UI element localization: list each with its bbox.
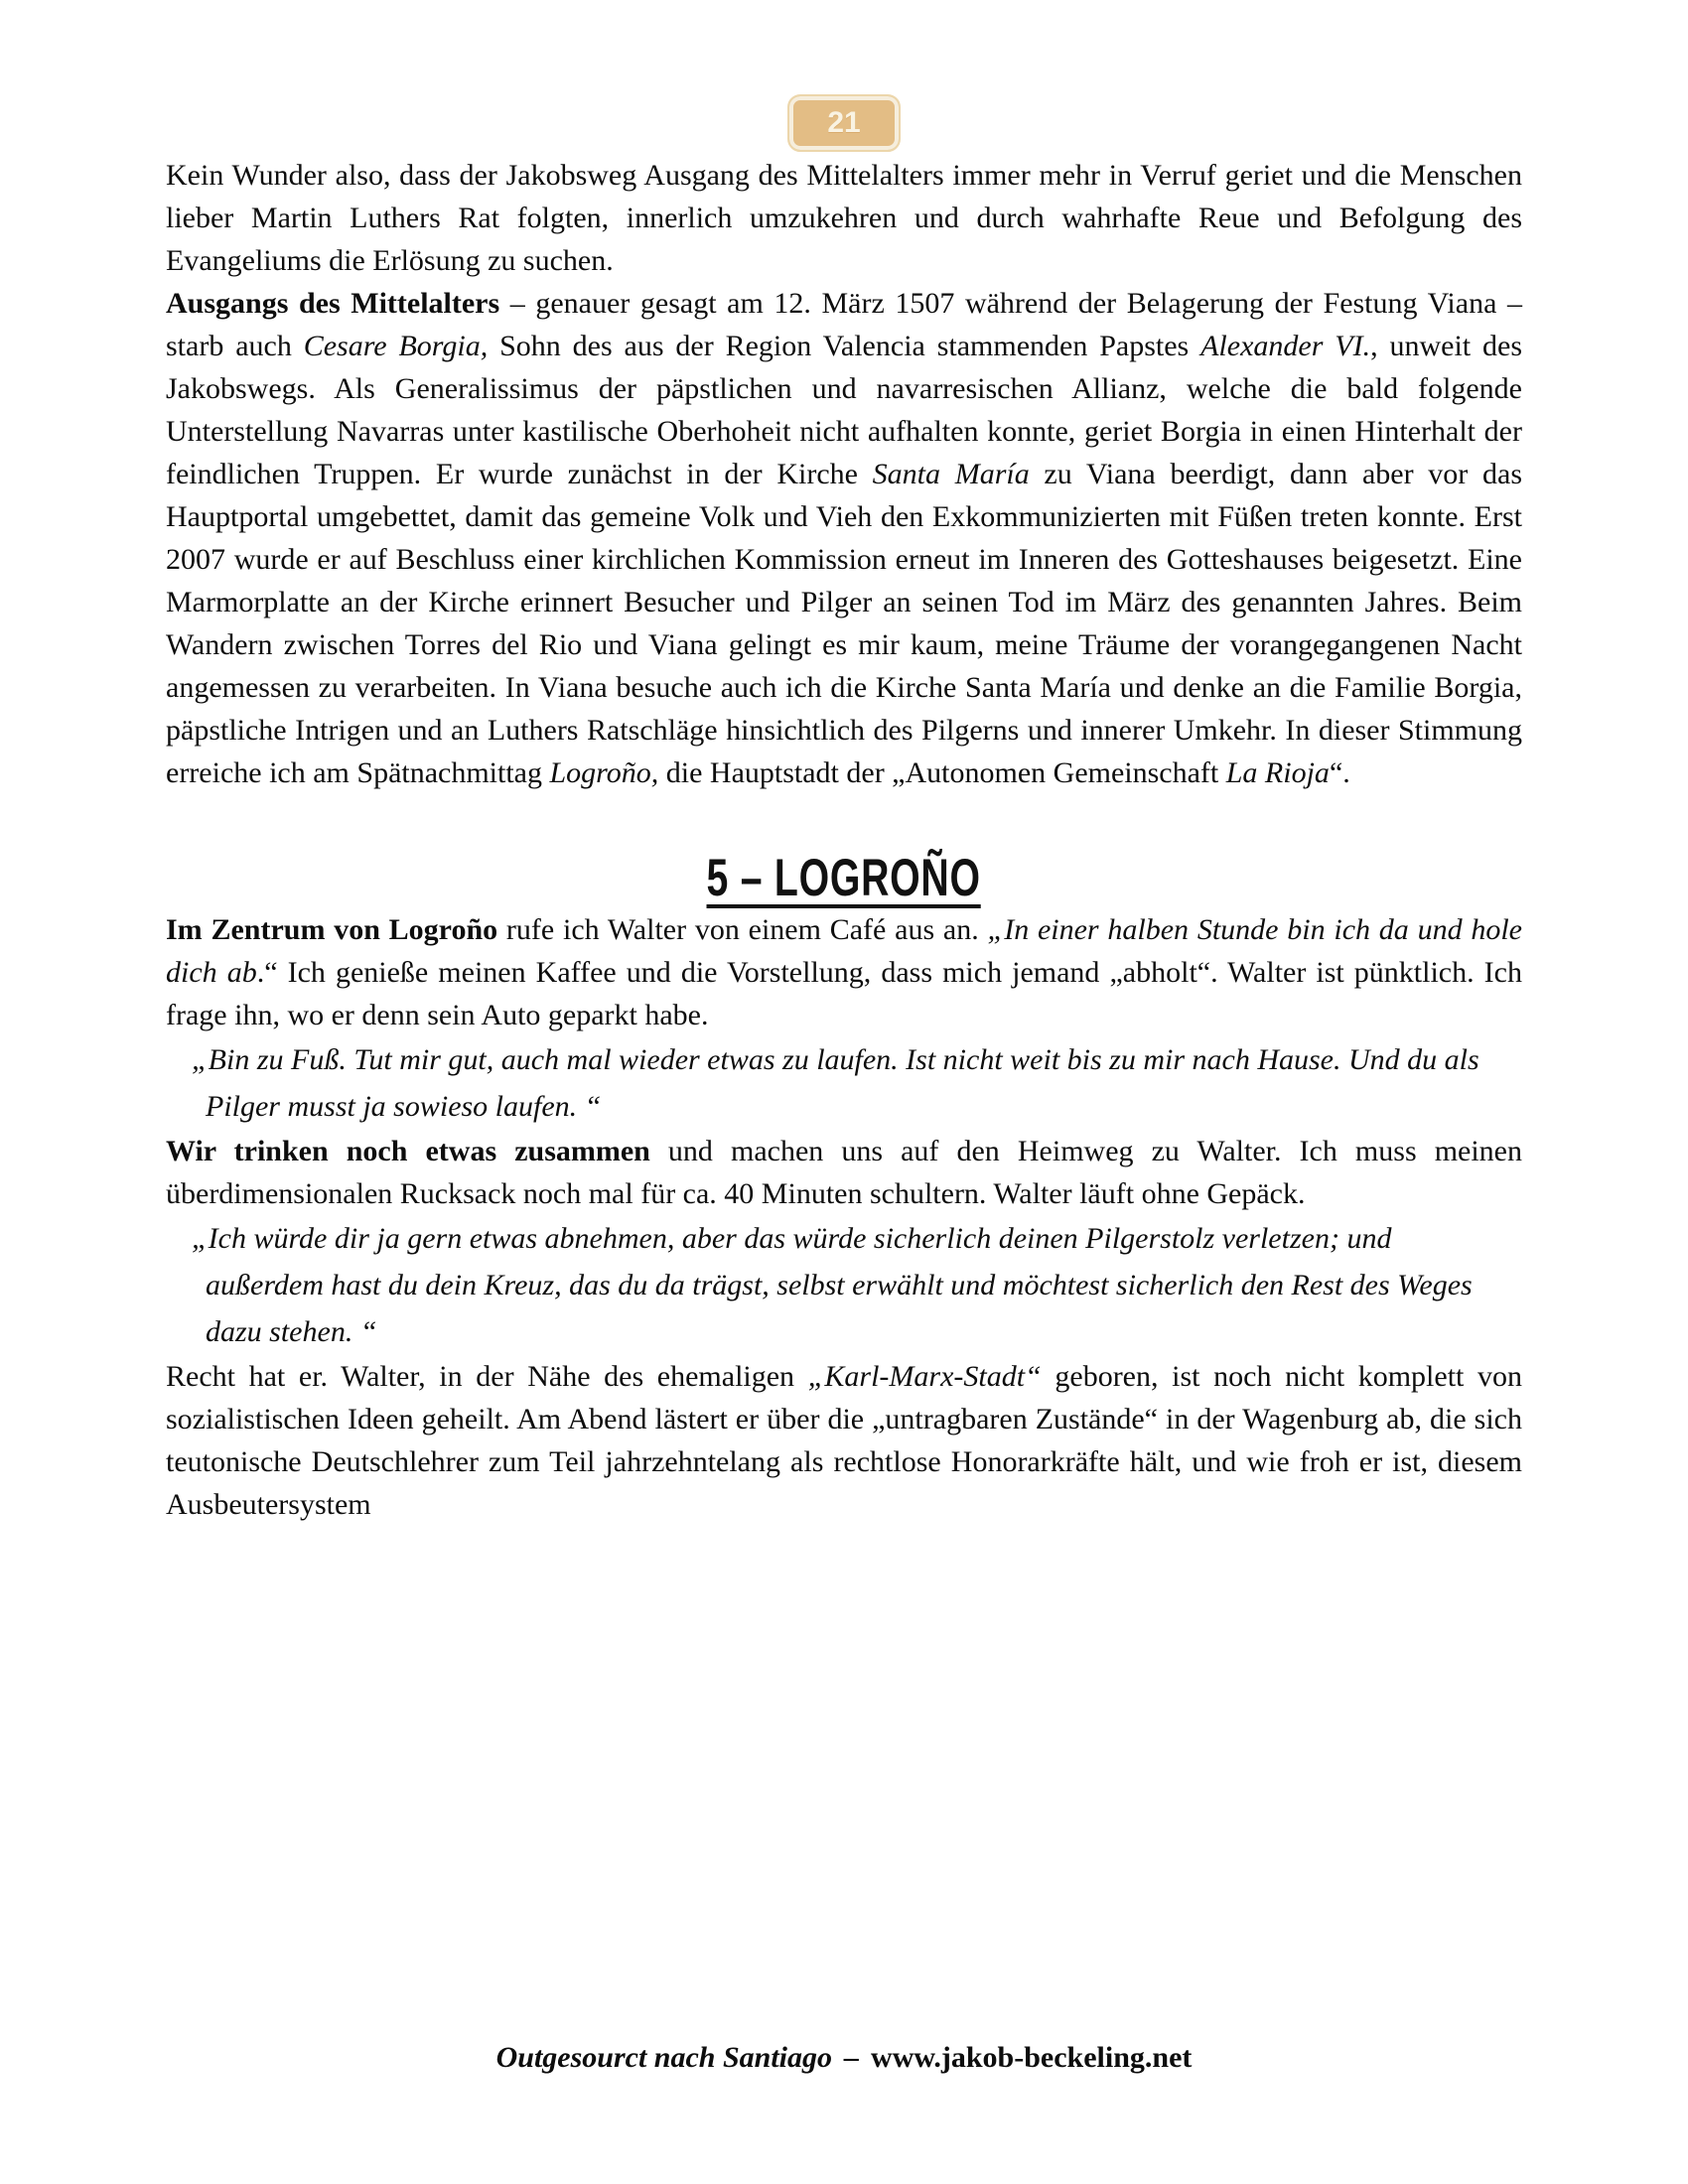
paragraph-ausgangs-des-mittelalters: Ausgangs des Mittelalters – genauer gesagt am 12. März 1507 während der Belagerung der Festung Viana – starb auch Cesare Borgia, Sohn des aus der Region Valencia stammenden Papstes Alexander VI., unweit des Jakobswegs. Als Generalissimus der päpstlichen und navarresischen Allianz, welche die bald folgende Unterstellung Navarras unter kastilische Oberhoheit nicht aufhalten konnte, geriet Borgia in einen Hinterhalt der feindlichen Truppen. Er wurde zunächst in der Kirche Santa María zu Viana beerdigt, dann aber vor das Hauptportal umgebettet, damit das gemeine Volk und Vieh den Exkommunizierten mit Füßen treten konnte. Erst 2007 wurde er auf Beschluss einer kirchlichen Kommission erneut im Inneren des Gotteshauses beigesetzt. Eine Marmorplatte an der Kirche erinnert Besucher und Pilger an seinen Tod im März des genannten Jahres. Beim Wandern zwischen Torres del Rio und Viana gelingt es mir kaum, meine Träume der vorangegangenen Nacht angemessen zu verarbeiten. In Viana besuche auch ich die Kirche Santa María und denke an die Familie Borgia, päpstliche Intrigen und an Luthers Ratschläge hinsichtlich des Pilgerns und innerer Umkehr. In dieser Stimmung erreiche ich am Spätnachmittag Logroño, die Hauptstadt der „Autonomen Gemeinschaft La Rioja“. [166,287,1522,789]
paragraph-wir-trinken: Wir trinken noch etwas zusammen und machen uns auf den Heimweg zu Walter. Ich muss meinen überdimensionalen Rucksack noch mal für ca. 40 Minuten schultern. Walter läuft ohne Gepäck. [166,1135,1522,1210]
page-number-badge [787,94,900,152]
paragraph-kein-wunder: Kein Wunder also, dass der Jakobsweg Ausgang des Mittelalters immer mehr in Verruf geriet und die Menschen lieber Martin Luthers Rat folgten, innerlich umzukehren und durch wahrhafte Reue und Befolgung des Evangeliums die Erlösung zu suchen. [166,159,1522,277]
paragraph-im-zentrum: Im Zentrum von Logroño rufe ich Walter von einem Café aus an. „In einer halben Stunde bin ich da und hole dich ab.“ Ich genieße meinen Kaffee und die Vorstellung, dass mich jemand „abholt“. Walter ist pünktlich. Ich frage ihn, wo er denn sein Auto geparkt habe. [166,913,1522,1031]
page-content [166,154,1522,1526]
quote-ich-wuerde: „Ich würde dir ja gern etwas abnehmen, aber das würde sicherlich deinen Pilgerstolz verletzen; und außerdem hast du dein Kreuz, das du da trägst, selbst erwählt und möchtest sicherlich den Rest des Weges dazu stehen. “ [192,1222,1473,1348]
quote-bin-zu-fuss: „Bin zu Fuß. Tut mir gut, auch mal wieder etwas zu laufen. Ist nicht weit bis zu mir nach Hause. Und du als Pilger musst ja sowieso laufen. “ [192,1043,1479,1123]
footer-separator: – [844,2041,860,2074]
paragraph-recht-hat-er: Recht hat er. Walter, in der Nähe des ehemaligen „Karl-Marx-Stadt“ geboren, ist noch nicht komplett von sozialistischen Ideen geheilt. Am Abend lästert er über die „untragbaren Zustände“ in der Wagenburg ab, die sich teutonische Deutschlehrer zum Teil jahrzehntelang als rechtlose Honorarkräfte hält, und wie froh er ist, diesem Ausbeutersystem [166,1360,1522,1521]
footer-website-url: www.jakob-beckeling.net [871,2041,1193,2074]
footer-book-title: Outgesourct nach Santiago [495,2041,833,2074]
page-number-badge-row [0,0,1688,152]
page-footer [0,2041,1688,2075]
chapter-heading [166,848,1522,908]
chapter-heading-text: 5 – LOGROÑO [706,849,982,907]
page-number: 21 [827,106,861,139]
